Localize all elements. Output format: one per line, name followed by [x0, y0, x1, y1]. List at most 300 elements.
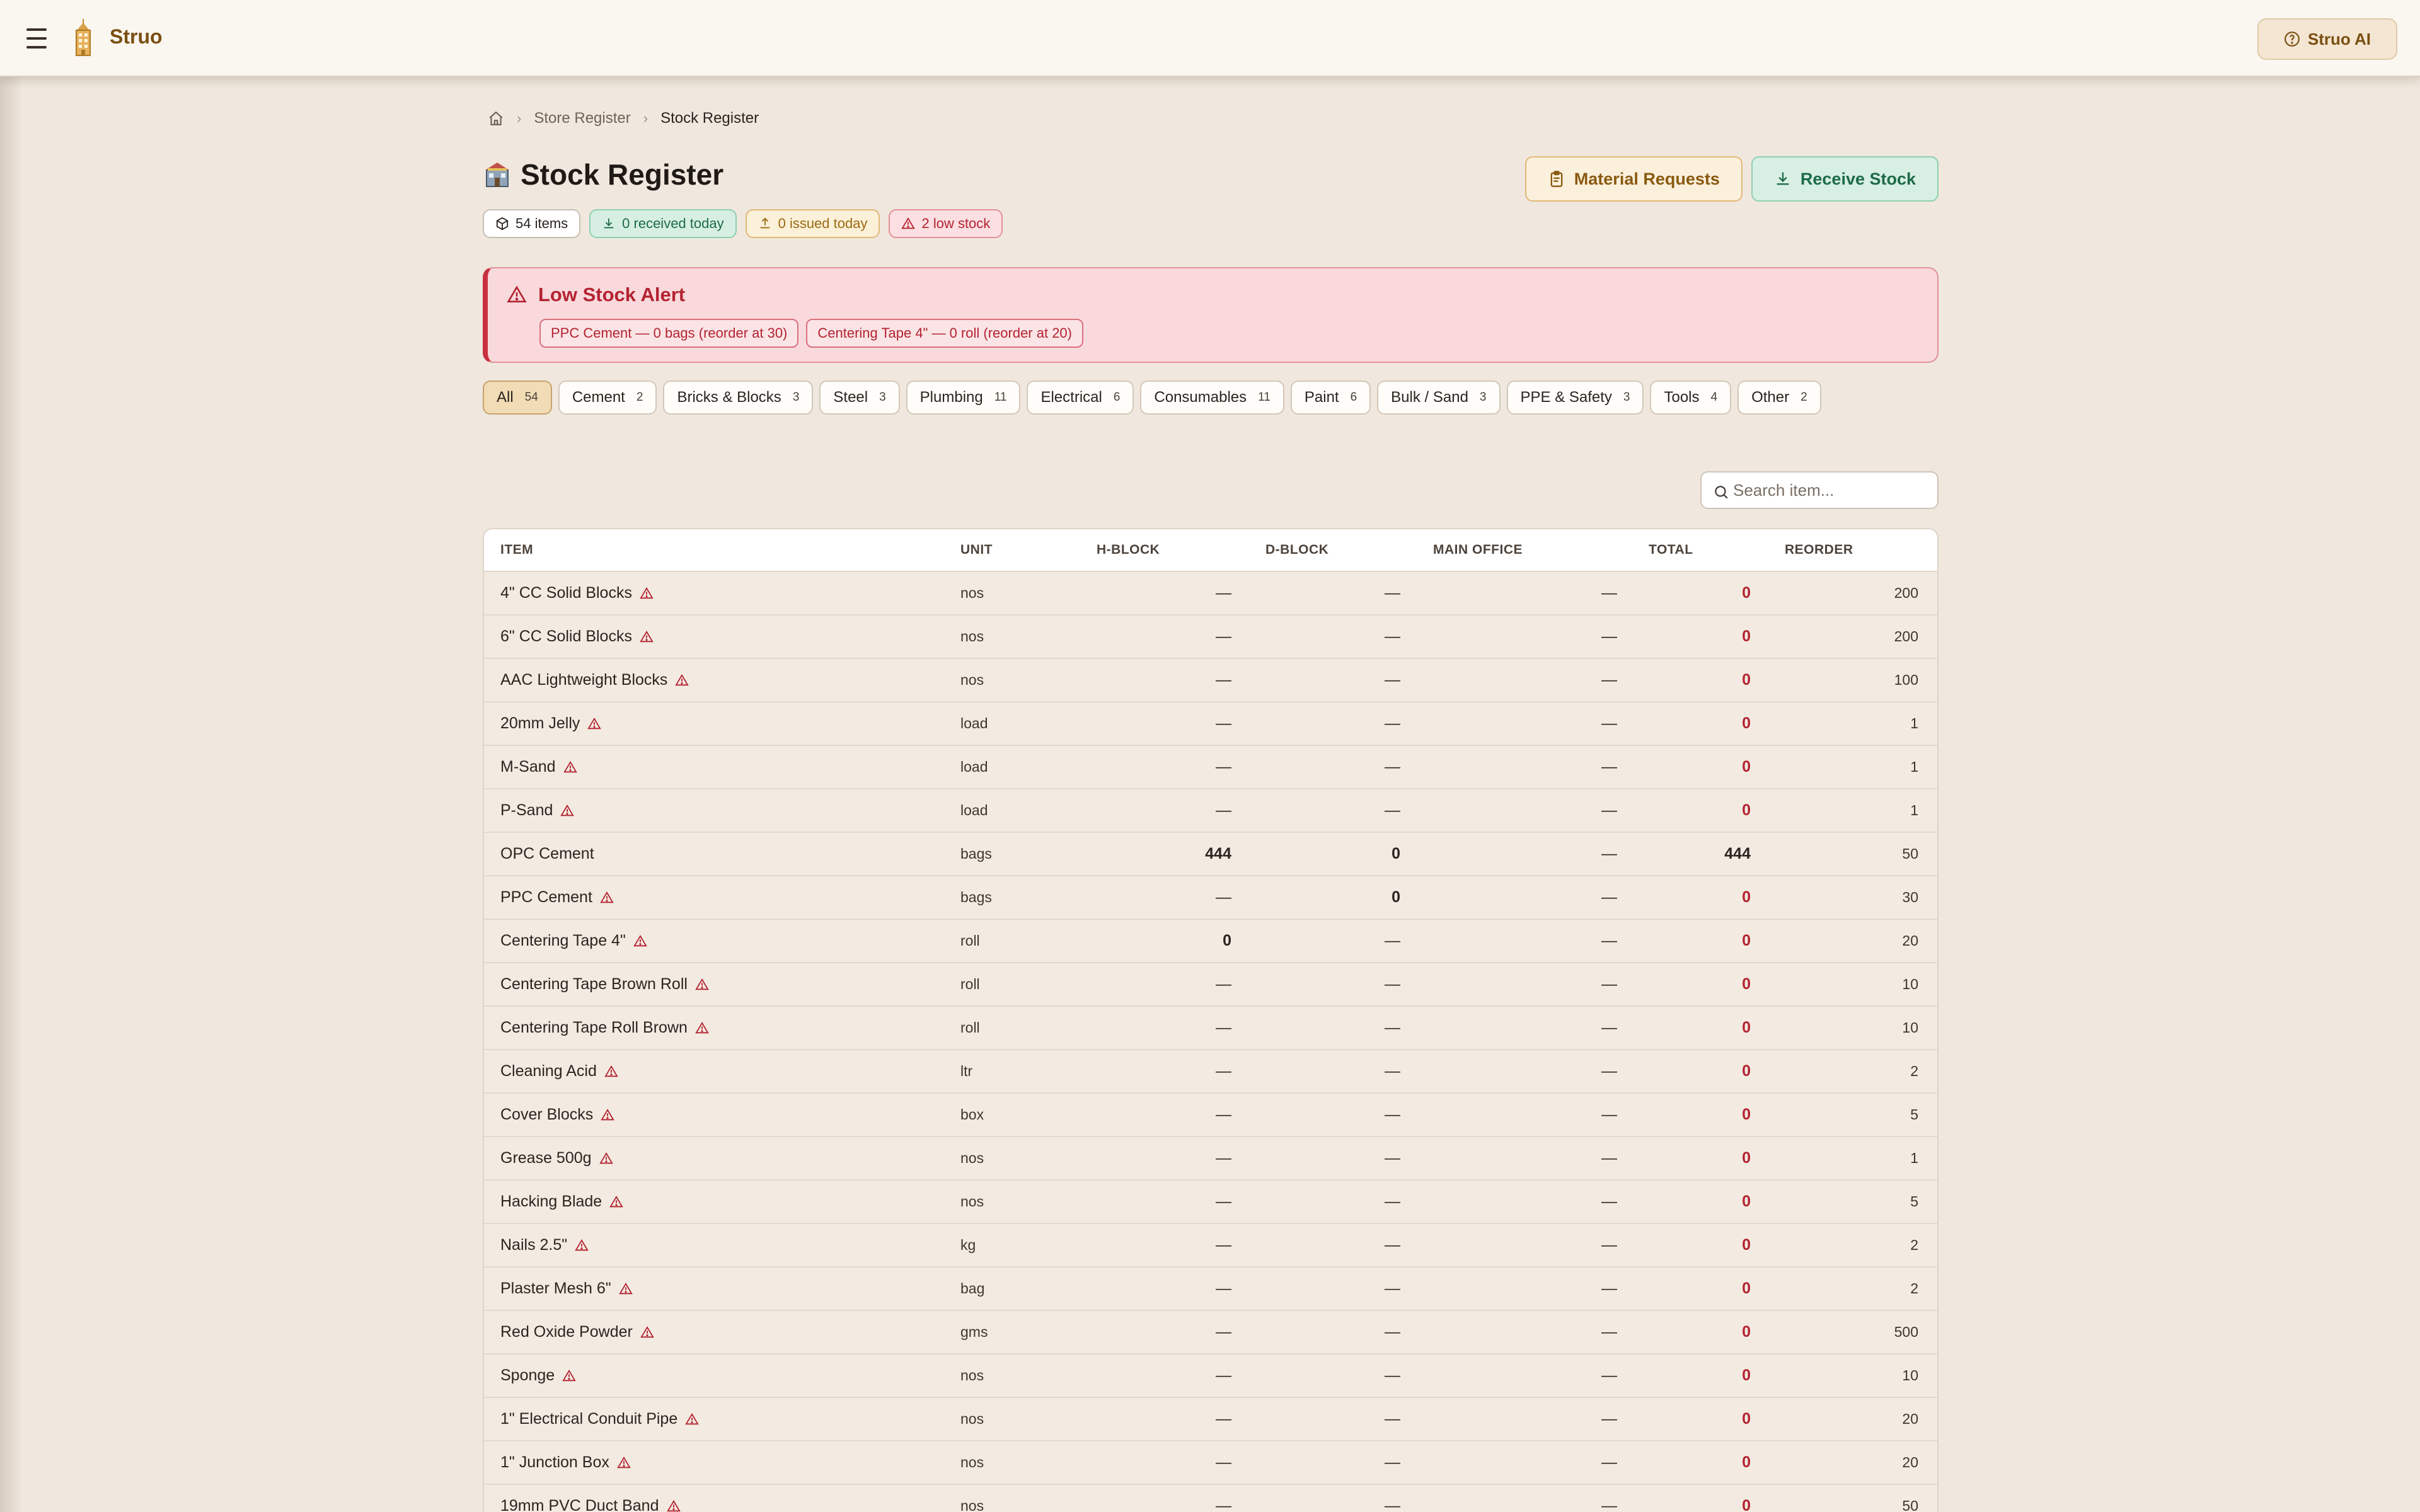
item-name	[500, 627, 654, 646]
warning-icon	[599, 1152, 613, 1166]
table-row[interactable]	[484, 1485, 1937, 1512]
category-chip[interactable]	[1377, 381, 1500, 415]
reorder-level: 20	[1902, 1454, 1918, 1470]
table-row[interactable]	[484, 1398, 1937, 1441]
category-label: All	[497, 389, 514, 406]
h-block-qty: —	[1216, 1236, 1231, 1254]
box-icon	[495, 217, 509, 231]
sidebar-shadow	[0, 77, 23, 1512]
main-office-qty: —	[1601, 1323, 1617, 1341]
warning-icon	[619, 1282, 633, 1296]
item-name	[500, 1019, 709, 1037]
item-label: 1" Junction Box	[500, 1453, 609, 1471]
d-block-qty: —	[1385, 584, 1400, 602]
item-label: Hacking Blade	[500, 1193, 602, 1210]
item-unit: nos	[960, 628, 984, 644]
d-block-qty: —	[1385, 1323, 1400, 1341]
item-label: 20mm Jelly	[500, 714, 580, 732]
table-row[interactable]	[484, 1441, 1937, 1485]
category-label: Bulk / Sand	[1391, 389, 1468, 406]
category-count: 3	[792, 391, 800, 404]
category-count: 6	[1350, 391, 1357, 404]
category-count: 2	[1801, 391, 1807, 404]
category-count: 2	[636, 391, 643, 404]
category-label: Bricks & Blocks	[677, 389, 781, 406]
d-block-qty: 0	[1392, 888, 1400, 906]
h-block-qty: —	[1216, 714, 1231, 732]
warning-icon	[604, 1065, 618, 1079]
category-label: Consumables	[1154, 389, 1247, 406]
app-name[interactable]: Struo	[110, 25, 163, 48]
material-requests-label: Material Requests	[1574, 169, 1720, 188]
total-qty: 0	[1742, 1410, 1751, 1428]
category-chip[interactable]	[1027, 381, 1134, 415]
table-row[interactable]	[484, 1224, 1937, 1268]
item-unit: bags	[960, 845, 992, 862]
h-block-qty: —	[1216, 584, 1231, 602]
items-count-badge	[483, 209, 580, 238]
total-qty: 0	[1742, 627, 1751, 645]
item-name	[500, 932, 647, 950]
item-unit: ltr	[960, 1063, 973, 1079]
table-row[interactable]	[484, 920, 1937, 963]
table-row[interactable]	[484, 789, 1937, 833]
category-chip[interactable]	[1140, 381, 1284, 415]
table-row[interactable]	[484, 833, 1937, 876]
item-name	[500, 1236, 589, 1254]
column-header-item[interactable]: ITEM	[500, 542, 534, 557]
total-qty: 0	[1742, 1236, 1751, 1254]
store-building-icon	[483, 160, 512, 189]
h-block-qty: —	[1216, 975, 1231, 993]
item-unit: bag	[960, 1280, 985, 1297]
search-input[interactable]	[1733, 481, 1922, 500]
warning-icon	[901, 217, 915, 231]
warning-icon	[640, 587, 654, 600]
reorder-level: 5	[1910, 1106, 1918, 1123]
category-label: Tools	[1664, 389, 1700, 406]
column-header-d-block[interactable]: D-BLOCK	[1265, 542, 1329, 557]
item-label: 19mm PVC Duct Band	[500, 1497, 659, 1512]
item-label: PPC Cement	[500, 888, 592, 906]
table-row[interactable]	[484, 659, 1937, 702]
item-unit: bags	[960, 889, 992, 905]
item-unit: roll	[960, 932, 980, 949]
received-today-badge	[589, 209, 736, 238]
total-qty: 444	[1724, 845, 1751, 862]
main-office-qty: —	[1601, 975, 1617, 993]
warning-icon	[587, 717, 601, 731]
table-row[interactable]	[484, 1137, 1937, 1181]
d-block-qty: —	[1385, 975, 1400, 993]
table-row[interactable]	[484, 876, 1937, 920]
category-label: Other	[1751, 389, 1790, 406]
category-chip[interactable]	[1291, 381, 1371, 415]
item-label: Centering Tape 4"	[500, 932, 626, 949]
item-name	[500, 801, 574, 820]
d-block-qty: —	[1385, 1149, 1400, 1167]
issued-today: 0 issued today	[778, 215, 868, 231]
page-actions	[1525, 156, 1939, 202]
h-block-qty: —	[1216, 758, 1231, 776]
receive-stock-label: Receive Stock	[1800, 169, 1916, 188]
reorder-level: 50	[1902, 1498, 1918, 1512]
total-qty: 0	[1742, 801, 1751, 819]
item-name	[500, 1497, 681, 1512]
item-unit: kg	[960, 1237, 976, 1253]
warning-icon	[507, 285, 527, 305]
item-name	[500, 1106, 614, 1124]
item-unit: load	[960, 715, 988, 731]
d-block-qty: —	[1385, 714, 1400, 732]
item-unit: nos	[960, 585, 984, 601]
top-bar	[0, 0, 2420, 77]
alert-chip[interactable]: PPC Cement — 0 bags (reorder at 30)	[539, 319, 798, 348]
item-unit: nos	[960, 1411, 984, 1427]
d-block-qty: —	[1385, 1193, 1400, 1210]
warning-icon	[575, 1239, 589, 1252]
breadcrumb-current: Stock Register	[660, 110, 759, 127]
main-office-qty: —	[1601, 1236, 1617, 1254]
reorder-level: 1	[1910, 1150, 1918, 1166]
item-label: OPC Cement	[500, 845, 594, 862]
main-office-qty: —	[1601, 1280, 1617, 1297]
breadcrumb-store-register[interactable]: Store Register	[534, 110, 631, 127]
table-row[interactable]	[484, 1268, 1937, 1311]
d-block-qty: —	[1385, 1236, 1400, 1254]
h-block-qty: —	[1216, 1497, 1231, 1512]
item-label: Red Oxide Powder	[500, 1323, 633, 1341]
clipboard-icon	[1548, 170, 1565, 188]
reorder-level: 20	[1902, 932, 1918, 949]
warning-icon	[563, 760, 577, 774]
low-stock-count: 2 low stock	[921, 215, 991, 231]
item-label: M-Sand	[500, 758, 556, 776]
total-qty: 0	[1742, 1106, 1751, 1123]
total-qty: 0	[1742, 975, 1751, 993]
d-block-qty: —	[1385, 1280, 1400, 1297]
item-name	[500, 1453, 631, 1472]
main-office-qty: —	[1601, 671, 1617, 689]
category-count: 3	[879, 391, 886, 404]
item-name	[500, 975, 709, 994]
main-office-qty: —	[1601, 1019, 1617, 1036]
d-block-qty: —	[1385, 932, 1400, 949]
stock-table	[483, 528, 1939, 1512]
reorder-level: 10	[1902, 1367, 1918, 1383]
category-count: 11	[1258, 391, 1270, 404]
warning-icon	[695, 1021, 709, 1035]
item-name	[500, 1062, 618, 1080]
total-qty: 0	[1742, 1280, 1751, 1297]
low-stock-alert	[483, 267, 1939, 363]
category-label: Electrical	[1040, 389, 1102, 406]
item-label: Plaster Mesh 6"	[500, 1280, 611, 1297]
d-block-qty: 0	[1392, 845, 1400, 862]
main-office-qty: —	[1601, 627, 1617, 645]
category-chip[interactable]	[1650, 381, 1731, 415]
main-office-qty: —	[1601, 801, 1617, 819]
total-qty: 0	[1742, 1497, 1751, 1512]
reorder-level: 200	[1894, 628, 1918, 644]
reorder-level: 100	[1894, 672, 1918, 688]
d-block-qty: —	[1385, 1366, 1400, 1384]
item-label: 1" Electrical Conduit Pipe	[500, 1410, 678, 1428]
home-icon[interactable]	[488, 110, 504, 127]
stats-bar	[483, 209, 1003, 238]
page-header	[483, 158, 723, 192]
reorder-level: 2	[1910, 1063, 1918, 1079]
d-block-qty: —	[1385, 801, 1400, 819]
main-office-qty: —	[1601, 758, 1617, 776]
h-block-qty: 0	[1223, 932, 1231, 949]
main-office-qty: —	[1601, 1193, 1617, 1210]
total-qty: 0	[1742, 888, 1751, 906]
main-office-qty: —	[1601, 845, 1617, 862]
warning-icon	[685, 1412, 699, 1426]
item-unit: nos	[960, 1193, 984, 1210]
low-stock-badge	[889, 209, 1003, 238]
alert-chip[interactable]: Centering Tape 4" — 0 roll (reorder at 20)	[806, 319, 1083, 348]
category-chip[interactable]	[558, 381, 657, 415]
table-row[interactable]	[484, 746, 1937, 789]
item-unit: roll	[960, 1019, 980, 1036]
main-office-qty: —	[1601, 1062, 1617, 1080]
warning-icon	[601, 1108, 614, 1122]
reorder-level: 5	[1910, 1193, 1918, 1210]
item-unit: load	[960, 759, 988, 775]
item-label: Centering Tape Brown Roll	[500, 975, 688, 993]
reorder-level: 20	[1902, 1411, 1918, 1427]
reorder-level: 2	[1910, 1280, 1918, 1297]
receive-stock-button[interactable]	[1751, 156, 1939, 202]
reorder-level: 50	[1902, 845, 1918, 862]
category-chip[interactable]	[906, 381, 1021, 415]
d-block-qty: —	[1385, 1062, 1400, 1080]
issued-today-badge	[746, 209, 880, 238]
warning-icon	[675, 673, 689, 687]
reorder-level: 1	[1910, 715, 1918, 731]
item-label: Sponge	[500, 1366, 555, 1384]
item-label: Grease 500g	[500, 1149, 592, 1167]
h-block-qty: —	[1216, 1410, 1231, 1428]
main-office-qty: —	[1601, 714, 1617, 732]
total-qty: 0	[1742, 714, 1751, 732]
item-unit: box	[960, 1106, 984, 1123]
d-block-qty: —	[1385, 1106, 1400, 1123]
total-qty: 0	[1742, 932, 1751, 949]
item-unit: nos	[960, 672, 984, 688]
warning-icon	[600, 891, 614, 905]
struo-ai-label: Struo AI	[2307, 29, 2371, 49]
table-row[interactable]	[484, 963, 1937, 1007]
column-header-h-block[interactable]: H-BLOCK	[1097, 542, 1160, 557]
category-count: 6	[1113, 391, 1121, 404]
category-label: Plumbing	[919, 389, 983, 406]
search-icon	[1713, 484, 1729, 500]
item-unit: load	[960, 802, 988, 818]
table-row[interactable]	[484, 1311, 1937, 1354]
category-chip[interactable]	[483, 381, 552, 415]
item-name	[500, 1323, 654, 1341]
total-qty: 0	[1742, 1019, 1751, 1036]
category-count: 11	[994, 391, 1007, 404]
category-chip[interactable]	[1737, 381, 1821, 415]
alert-title: Low Stock Alert	[538, 284, 686, 306]
table-row[interactable]	[484, 1050, 1937, 1094]
warning-icon	[609, 1195, 623, 1209]
struo-ai-button[interactable]	[2257, 18, 2397, 60]
warning-icon	[633, 934, 647, 948]
h-block-qty: —	[1216, 1062, 1231, 1080]
category-count: 3	[1623, 391, 1630, 404]
item-name	[500, 888, 614, 907]
category-filters	[483, 381, 1939, 415]
h-block-qty: —	[1216, 801, 1231, 819]
page-title: Stock Register	[521, 158, 724, 191]
item-name	[500, 1149, 613, 1167]
item-name	[500, 1366, 576, 1385]
table-row[interactable]	[484, 572, 1937, 616]
table-header	[484, 529, 1937, 572]
item-unit: nos	[960, 1150, 984, 1166]
item-label: AAC Lightweight Blocks	[500, 671, 668, 689]
table-row[interactable]	[484, 1007, 1937, 1050]
h-block-qty: 444	[1205, 845, 1231, 862]
download-icon	[1774, 170, 1792, 188]
item-name	[500, 671, 689, 689]
h-block-qty: —	[1216, 1106, 1231, 1123]
download-icon	[602, 217, 616, 231]
item-label: Cleaning Acid	[500, 1062, 597, 1080]
table-row[interactable]	[484, 1181, 1937, 1224]
alert-chips	[539, 319, 1083, 348]
reorder-level: 500	[1894, 1324, 1918, 1340]
d-block-qty: —	[1385, 1497, 1400, 1512]
breadcrumb	[488, 110, 759, 127]
total-qty: 0	[1742, 671, 1751, 689]
reorder-level: 1	[1910, 802, 1918, 818]
table-body	[484, 572, 1937, 1512]
reorder-level: 200	[1894, 585, 1918, 601]
main-office-qty: —	[1601, 1410, 1617, 1428]
table-row[interactable]	[484, 702, 1937, 746]
item-label: Nails 2.5"	[500, 1236, 568, 1254]
d-block-qty: —	[1385, 627, 1400, 645]
item-unit: gms	[960, 1324, 988, 1340]
menu-icon[interactable]	[25, 26, 50, 51]
h-block-qty: —	[1216, 1149, 1231, 1167]
category-label: PPE & Safety	[1520, 389, 1612, 406]
warning-icon	[667, 1499, 681, 1512]
column-header-reorder[interactable]: REORDER	[1785, 542, 1853, 557]
d-block-qty: —	[1385, 758, 1400, 776]
item-unit: nos	[960, 1498, 984, 1512]
total-qty: 0	[1742, 1193, 1751, 1210]
h-block-qty: —	[1216, 1323, 1231, 1341]
main-office-qty: —	[1601, 584, 1617, 602]
category-count: 3	[1479, 391, 1487, 404]
struo-logo-icon[interactable]	[72, 18, 95, 62]
h-block-qty: —	[1216, 1019, 1231, 1036]
item-unit: nos	[960, 1367, 984, 1383]
help-circle-icon	[2284, 31, 2300, 47]
table-row[interactable]	[484, 1354, 1937, 1398]
item-label: 6" CC Solid Blocks	[500, 627, 632, 645]
category-chip[interactable]	[819, 381, 899, 415]
total-qty: 0	[1742, 758, 1751, 776]
total-qty: 0	[1742, 584, 1751, 602]
chevron-right-icon: ›	[643, 110, 648, 126]
items-count: 54 items	[516, 215, 568, 231]
warning-icon	[640, 630, 654, 644]
item-name	[500, 1410, 699, 1428]
main-office-qty: —	[1601, 1106, 1617, 1123]
h-block-qty: —	[1216, 1366, 1231, 1384]
item-unit: roll	[960, 976, 980, 992]
reorder-level: 30	[1902, 889, 1918, 905]
item-name	[500, 845, 594, 863]
warning-icon	[695, 978, 709, 992]
reorder-level: 2	[1910, 1237, 1918, 1253]
warning-icon	[640, 1326, 654, 1339]
d-block-qty: —	[1385, 1410, 1400, 1428]
received-today: 0 received today	[622, 215, 724, 231]
item-name	[500, 758, 577, 776]
column-header-main-office[interactable]: MAIN OFFICE	[1433, 542, 1523, 557]
h-block-qty: —	[1216, 1193, 1231, 1210]
category-count: 54	[524, 391, 538, 404]
table-row[interactable]	[484, 616, 1937, 659]
upload-icon	[758, 217, 772, 231]
h-block-qty: —	[1216, 627, 1231, 645]
column-header-unit[interactable]: UNIT	[960, 542, 993, 557]
item-name	[500, 584, 654, 602]
main-office-qty: —	[1601, 1149, 1617, 1167]
item-label: P-Sand	[500, 801, 553, 819]
h-block-qty: —	[1216, 671, 1231, 689]
item-label: Centering Tape Roll Brown	[500, 1019, 688, 1036]
warning-icon	[562, 1369, 576, 1383]
main-office-qty: —	[1601, 932, 1617, 949]
category-count: 4	[1710, 391, 1718, 404]
reorder-level: 1	[1910, 759, 1918, 775]
category-label: Paint	[1304, 389, 1339, 406]
main-office-qty: —	[1601, 1366, 1617, 1384]
main-office-qty: —	[1601, 888, 1617, 906]
reorder-level: 10	[1902, 1019, 1918, 1036]
item-label: Cover Blocks	[500, 1106, 594, 1123]
item-unit: nos	[960, 1454, 984, 1470]
total-qty: 0	[1742, 1323, 1751, 1341]
h-block-qty: —	[1216, 1453, 1231, 1471]
reorder-level: 10	[1902, 976, 1918, 992]
item-name	[500, 714, 601, 733]
column-header-total[interactable]: TOTAL	[1649, 542, 1693, 557]
category-chip[interactable]	[663, 381, 813, 415]
warning-icon	[560, 804, 574, 818]
material-requests-button[interactable]	[1525, 156, 1743, 202]
category-chip[interactable]	[1507, 381, 1644, 415]
total-qty: 0	[1742, 1062, 1751, 1080]
table-row[interactable]	[484, 1094, 1937, 1137]
h-block-qty: —	[1216, 888, 1231, 906]
d-block-qty: —	[1385, 671, 1400, 689]
main-office-qty: —	[1601, 1453, 1617, 1471]
search-box[interactable]	[1700, 471, 1939, 509]
chevron-right-icon: ›	[517, 110, 522, 126]
main-office-qty: —	[1601, 1497, 1617, 1512]
